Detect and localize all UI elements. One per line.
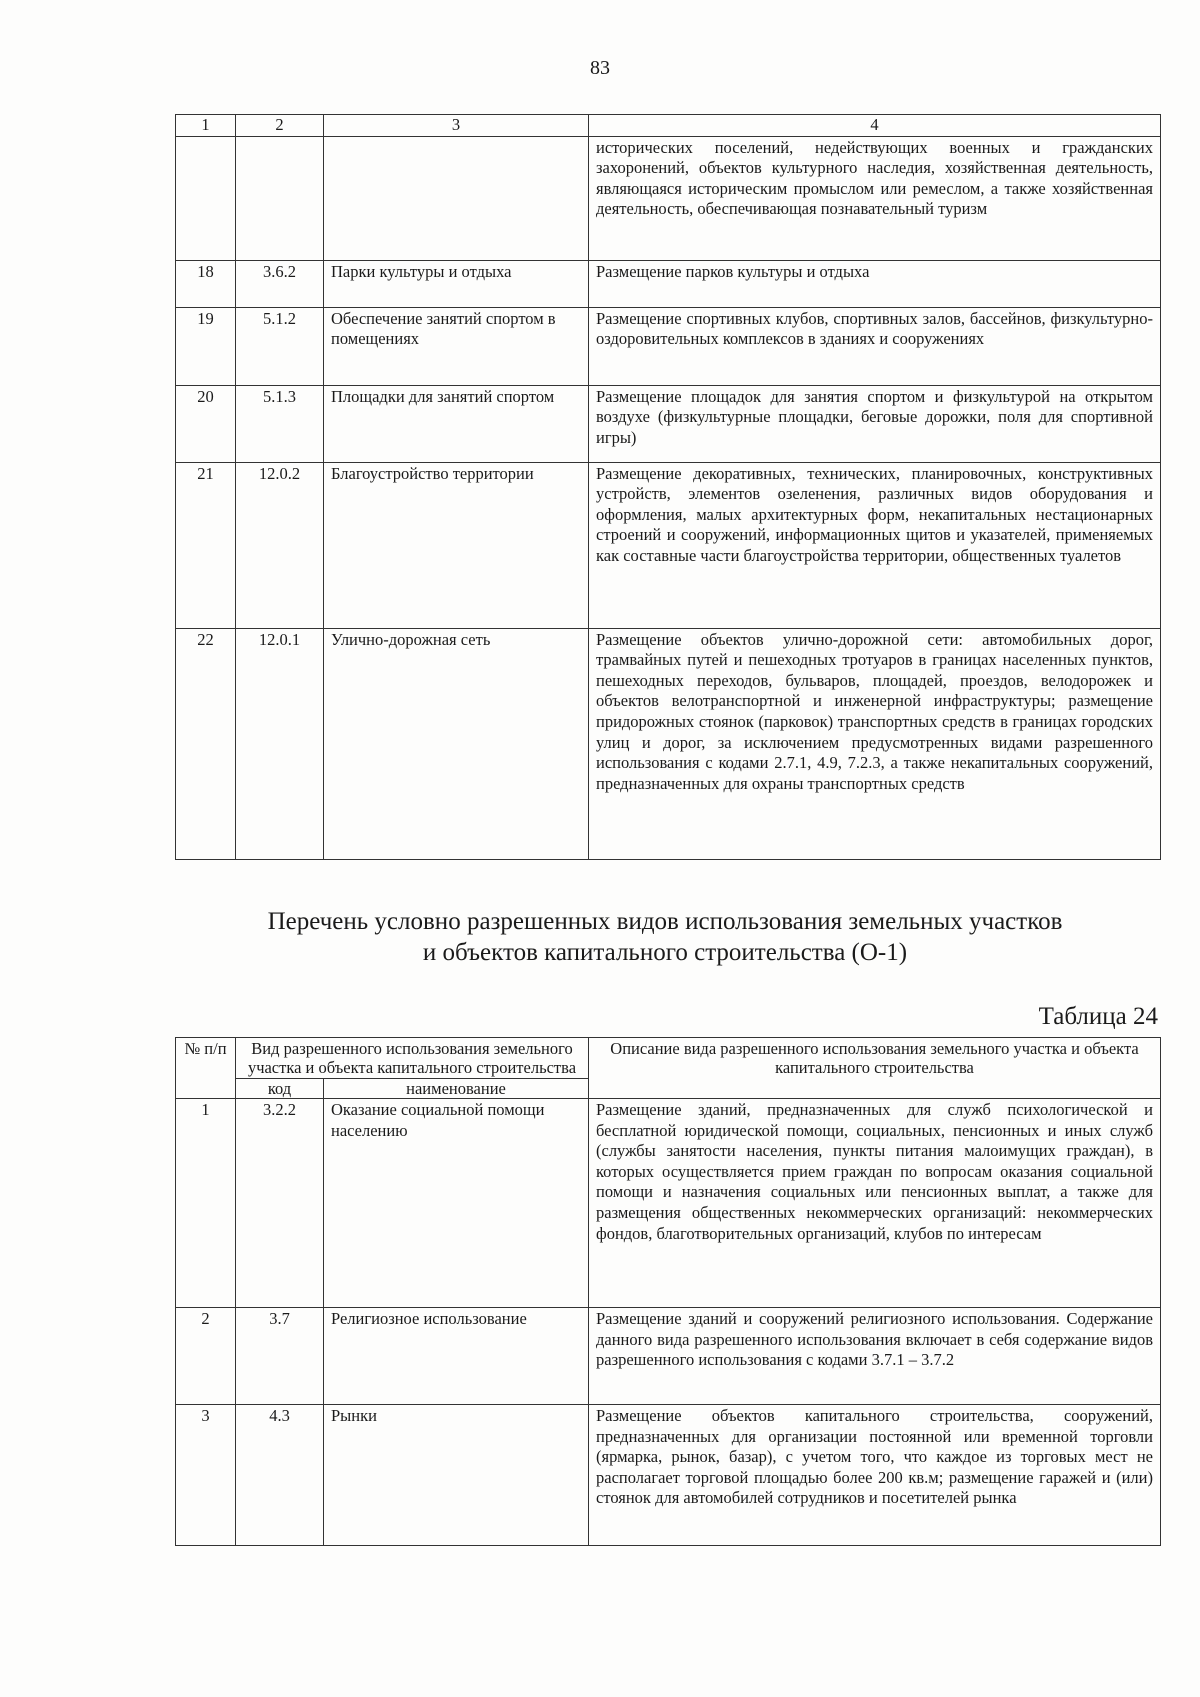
row-code: 4.3 — [236, 1405, 324, 1546]
row-name: Оказание социальной помощи населению — [324, 1099, 589, 1308]
row-name: Улично-дорожная сеть — [324, 628, 589, 859]
row-number: 1 — [176, 1099, 236, 1308]
row-name: Религиозное использование — [324, 1308, 589, 1405]
page-number: 83 — [590, 57, 610, 79]
row-number: 19 — [176, 307, 236, 385]
row-description: Размещение парков культуры и отдыха — [589, 260, 1161, 307]
header-kind: Вид разрешенного использования земельного участка и объекта капитального строительства — [236, 1038, 589, 1079]
row-description: Размещение объектов капитального строительства, сооружений, предназначенных для организации постоянной или временной торговли (ярмарка, рынок, базар), с учетом того, что каждое из торговых мест не располагает торговой площадью более 200 кв.м; размещение гаражей и (или) стоянок для автомобилей сотрудников и посетителей рынка — [589, 1405, 1161, 1546]
row-code: 3.7 — [236, 1308, 324, 1405]
row-description: Размещение объектов улично-дорожной сети: автомобильных дорог, трамвайных путей и пешеходных тротуаров в границах населенных пунктов, пешеходных переходов, бульваров, площадей, проездов, велодорожек и объектов велотранспортной и инженерной инфраструктуры; размещение придорожных стоянок (парковок) транспортных средств в границах городских улиц и дорог, за исключением предусмотренных видами разрешенного использования с кодами 2.7.1, 4.9, 7.2.3, а также некапитальных сооружений, предназначенных для охраны транспортных средств — [589, 628, 1161, 859]
section-title-line: и объектов капитального строительства (О-1) — [422, 939, 908, 966]
table-row — [176, 1099, 1161, 1308]
column-number: 4 — [589, 115, 1161, 137]
row-number: 2 — [176, 1308, 236, 1405]
continued-description: исторических поселений, недействующих военных и гражданских захоронений, объектов культурного наследия, хозяйственная деятельность, являющаяся историческим промыслом или ремеслом, а также хозяйственная деятельность, обеспечивающая познавательный туризм — [589, 136, 1161, 260]
column-number: 3 — [324, 115, 589, 137]
row-name: Благоустройство территории — [324, 462, 589, 628]
row-description: Размещение декоративных, технических, планировочных, конструктивных устройств, элементов озеленения, различных видов оборудования и оформления, малых архитектурных форм, некапитальных нестационарных строений и сооружений, информационных щитов и указателей, применяемых как составные части благоустройства территории, общественных туалетов — [589, 462, 1161, 628]
conditional-land-use-table — [175, 1037, 1161, 1546]
row-description: Размещение зданий, предназначенных для служб психологической и бесплатной юридической помощи, социальных, пенсионных и иных служб (службы занятости населения, пункты питания малоимущих граждан), в которых осуществляется прием граждан по вопросам оказания социальной помощи и назначения социальных или пенсионных выплат, а также для размещения общественных некоммерческих организаций: некоммерческих фондов, благотворительных организаций, клубов по интересам — [589, 1099, 1161, 1308]
table-row — [176, 628, 1161, 859]
row-name: Обеспечение занятий спортом в помещениях — [324, 307, 589, 385]
row-number: 22 — [176, 628, 236, 859]
header-name: наименование — [324, 1079, 589, 1099]
land-use-table-continued — [175, 114, 1161, 860]
column-number: 1 — [176, 115, 236, 137]
table-row — [176, 462, 1161, 628]
column-number: 2 — [236, 115, 324, 137]
row-code: 5.1.2 — [236, 307, 324, 385]
header-description: Описание вида разрешенного использования земельного участка и объекта капитального строительства — [589, 1038, 1161, 1099]
header-number: № п/п — [176, 1038, 236, 1099]
table-row — [176, 260, 1161, 307]
table-row — [176, 1308, 1161, 1405]
row-code: 12.0.2 — [236, 462, 324, 628]
row-code: 12.0.1 — [236, 628, 324, 859]
row-number: 20 — [176, 385, 236, 462]
table-row — [176, 385, 1161, 462]
row-code: 3.6.2 — [236, 260, 324, 307]
row-name: Площадки для занятий спортом — [324, 385, 589, 462]
section-title — [0, 906, 1200, 968]
row-number: 3 — [176, 1405, 236, 1546]
row-number: 21 — [176, 462, 236, 628]
header-code: код — [236, 1079, 324, 1099]
row-name: Парки культуры и отдыха — [324, 260, 589, 307]
continuation-row — [176, 136, 1161, 260]
row-code: 5.1.3 — [236, 385, 324, 462]
column-number-row — [176, 115, 1161, 137]
row-description: Размещение площадок для занятия спортом и физкультурой на открытом воздухе (физкультурные площадки, беговые дорожки, поля для спортивной игры) — [589, 385, 1161, 462]
row-number: 18 — [176, 260, 236, 307]
table-row — [176, 307, 1161, 385]
section-title-line: Перечень условно разрешенных видов использования земельных участков — [267, 908, 1063, 935]
row-code: 3.2.2 — [236, 1099, 324, 1308]
table-header-row — [176, 1038, 1161, 1079]
table-caption: Таблица 24 — [1038, 1003, 1158, 1030]
row-description: Размещение спортивных клубов, спортивных залов, бассейнов, физкультурно-оздоровительных комплексов в зданиях и сооружениях — [589, 307, 1161, 385]
row-description: Размещение зданий и сооружений религиозного использования. Содержание данного вида разрешенного использования включает в себя содержание видов разрешенного использования с кодами 3.7.1 – 3.7.2 — [589, 1308, 1161, 1405]
row-name: Рынки — [324, 1405, 589, 1546]
table-row — [176, 1405, 1161, 1546]
